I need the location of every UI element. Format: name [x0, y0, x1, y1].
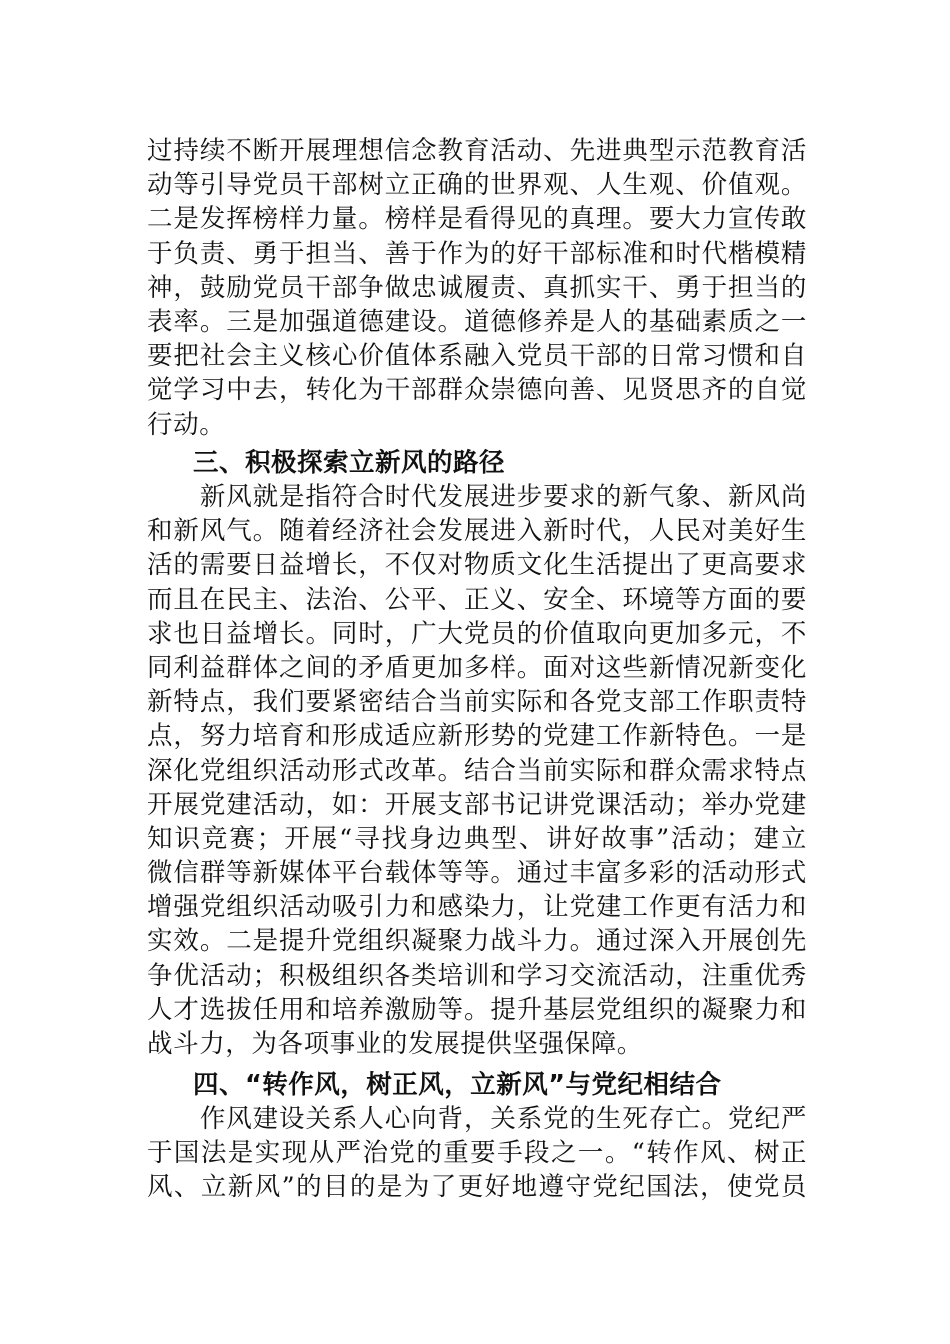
text-line: 表率。三是加强道德建设。道德修养是人的基础素质之一 — [147, 306, 807, 337]
text-line: 二是发挥榜样力量。榜样是看得见的真理。要大力宣传敢 — [147, 204, 807, 235]
section-heading-3: 三、积极探索立新风的路径 — [193, 448, 506, 478]
text-line: 作风建设关系人心向背，关系党的生死存亡。党纪严 — [147, 1104, 807, 1134]
text-line: 深化党组织活动形式改革。结合当前实际和群众需求特点 — [147, 755, 807, 786]
text-line: 和新风气。随着经济社会发展进入新时代，人民对美好生 — [147, 516, 807, 547]
paragraph-new-style-path — [147, 480, 807, 1061]
paragraph-ideals-education — [147, 134, 807, 442]
text-line: 实效。二是提升党组织凝聚力战斗力。通过深入开展创先 — [147, 926, 807, 957]
text-line: 活的需要日益增长，不仅对物质文化生活提出了更高要求 — [147, 550, 807, 581]
text-line: 开展党建活动，如：开展支部书记讲党课活动；举办党建 — [147, 789, 807, 820]
text-line: 要把社会主义核心价值体系融入党员干部的日常习惯和自 — [147, 341, 807, 372]
text-line: 神，鼓励党员干部争做忠诚履责、真抓实干、勇于担当的 — [147, 272, 807, 303]
section-heading-4: 四、“转作风，树正风，立新风”与党纪相结合 — [193, 1070, 722, 1100]
text-line: 于负责、勇于担当、善于作为的好干部标准和时代楷模精 — [147, 238, 807, 269]
text-line: 人才选拔任用和培养激励等。提升基层党组织的凝聚力和 — [147, 994, 807, 1025]
text-line: 知识竞赛；开展“寻找身边典型、讲好故事”活动；建立 — [147, 823, 807, 854]
text-line: 风、立新风”的目的是为了更好地遵守党纪国法，使党员 — [147, 1172, 807, 1203]
text-line: 于国法是实现从严治党的重要手段之一。“转作风、树正 — [147, 1138, 807, 1169]
text-line: 求也日益增长。同时，广大党员的价值取向更加多元，不 — [147, 618, 807, 649]
text-line: 觉学习中去，转化为干部群众崇德向善、见贤思齐的自觉 — [147, 375, 807, 406]
text-line: 动等引导党员干部树立正确的世界观、人生观、价值观。 — [147, 170, 807, 201]
text-line: 同利益群体之间的矛盾更加多样。面对这些新情况新变化 — [147, 652, 807, 683]
text-line: 争优活动；积极组织各类培训和学习交流活动，注重优秀 — [147, 960, 807, 991]
text-line: 点，努力培育和形成适应新形势的党建工作新特色。一是 — [147, 721, 807, 752]
text-line: 战斗力，为各项事业的发展提供坚强保障。 — [147, 1029, 643, 1059]
text-line: 行动。 — [147, 409, 226, 440]
text-line: 新特点，我们要紧密结合当前实际和各党支部工作职责特 — [147, 687, 807, 718]
text-line: 增强党组织活动吸引力和感染力，让党建工作更有活力和 — [147, 892, 807, 923]
text-line: 而且在民主、法治、公平、正义、安全、环境等方面的要 — [147, 584, 807, 615]
paragraph-discipline — [147, 1102, 807, 1205]
text-line: 微信群等新媒体平台载体等等。通过丰富多彩的活动形式 — [147, 858, 807, 889]
text-line: 新风就是指符合时代发展进步要求的新气象、新风尚 — [147, 482, 807, 512]
text-line: 过持续不断开展理想信念教育活动、先进典型示范教育活 — [147, 136, 807, 166]
